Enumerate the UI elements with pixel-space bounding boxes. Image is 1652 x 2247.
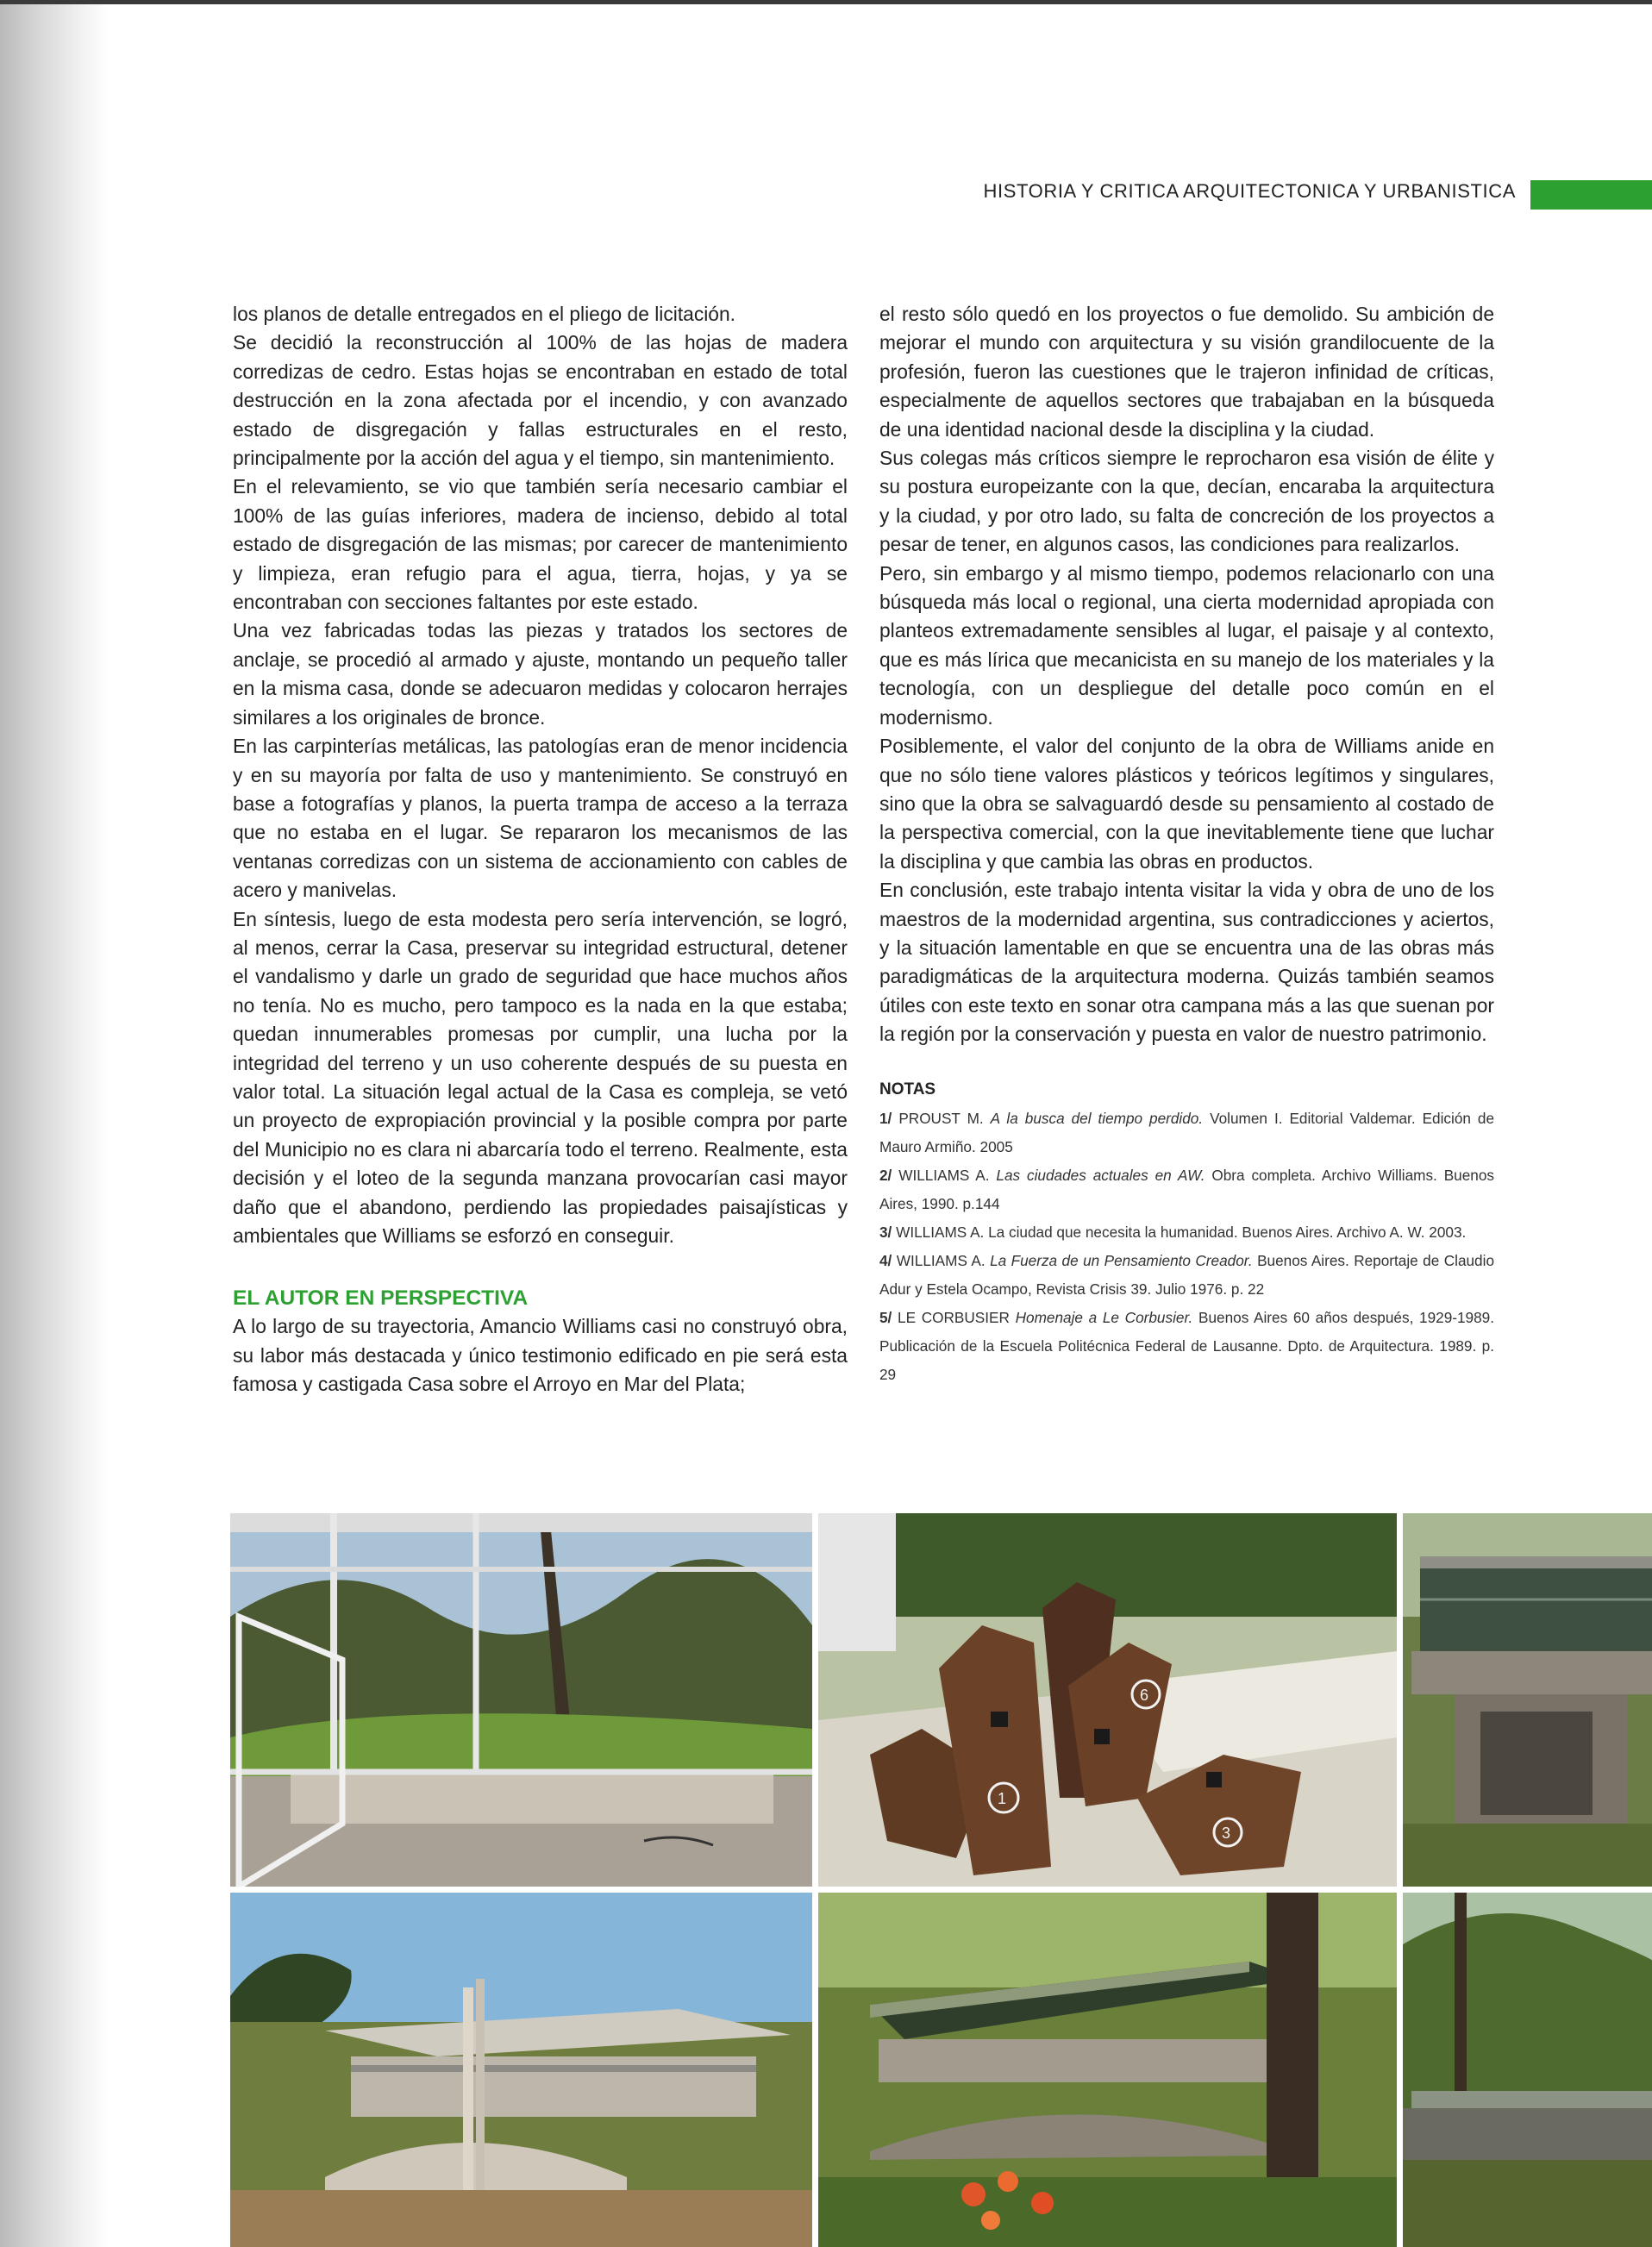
footnote-number: 3/ <box>879 1223 892 1241</box>
photo-interior-windows <box>230 1513 812 1887</box>
notes-section <box>879 1075 1494 1389</box>
footnote: 5/ LE CORBUSIER Homenaje a Le Corbusier. Buenos Aires 60 años después, 1929-1989. Publicación de la Escuela Politécnica Federal de Lausanne. Dpto. de Arquitectura. 1989. p. 29 <box>879 1308 1494 1383</box>
notes-heading: NOTAS <box>879 1080 936 1098</box>
paragraph: A lo largo de su trayectoria, Amancio Williams casi no construyó obra, su labor más destacada y único testimonio edificado en pie será esta famosa y castigada Casa sobre el Arroyo en Mar del Plata; <box>233 1315 848 1396</box>
section-header: HISTORIA Y CRITICA ARQUITECTONICA Y URBANISTICA <box>983 180 1516 202</box>
footnote-number: 4/ <box>879 1251 892 1269</box>
piece-number: 1 <box>998 1790 1007 1807</box>
footnote: 2/ WILLIAMS A. Las ciudades actuales en AW. Obra completa. Archivo Williams. Buenos Aires, 1990. p.144 <box>879 1166 1494 1212</box>
piece-number: 3 <box>1222 1825 1231 1842</box>
paragraph: Pero, sin embargo y al mismo tiempo, podemos relacionarlo con una búsqueda más local o regional, una cierta modernidad apropiada con planteos extremadamente sensibles al lugar, el paisaje y al contexto, que es más lírica que mecanicista en su manejo de los materiales y la tecnología, con un despliegue del detalle poco común en el modernismo. <box>879 561 1494 729</box>
footnote: 3/ WILLIAMS A. La ciudad que necesita la humanidad. Buenos Aires. Archivo A. W. 2003. <box>879 1223 1467 1241</box>
footnote-number: 5/ <box>879 1308 892 1326</box>
right-column <box>879 300 1494 1389</box>
top-edge-line <box>0 0 1652 4</box>
header-accent-bar <box>1530 180 1652 210</box>
paragraph: Se decidió la reconstrucción al 100% de las hojas de madera corredizas de cedro. Estas hojas se encontraban en estado de total destrucción en la zona afectada por el incendio, y con avanzado estado de disgregación y fallas estructurales en el resto, principalmente por la acción del agua y el tiempo, sin mantenimiento. <box>233 331 848 470</box>
left-column <box>233 300 848 1399</box>
paragraph: el resto sólo quedó en los proyectos o fue demolido. Su ambición de mejorar el mundo con arquitectura y su visión grandilocuente de la profesión, fueron las cuestiones que le trajeron infinidad de críticas, especialmente de aquellos sectores que trabajaban en la búsqueda de una identidad nacional desde la disciplina y la ciudad. <box>879 303 1494 441</box>
paragraph: En conclusión, este trabajo intenta visitar la vida y obra de uno de los maestros de la modernidad argentina, sus contradicciones y aciertos, y la situación lamentable en que se encuentra una de las obras más paradigmáticas de la arquitectura moderna. Quizás también seamos útiles con este texto en sonar otra campana más a las que suenan por la región por la conservación y puesta en valor de nuestro patrimonio. <box>879 879 1494 1046</box>
photo-bridge-house-left <box>230 1893 812 2247</box>
section-heading: EL AUTOR EN PERSPECTIVA <box>233 1286 529 1311</box>
photo-house-glass-band <box>818 1893 1397 2247</box>
footnote-number: 2/ <box>879 1166 892 1184</box>
footnote-number: 1/ <box>879 1109 892 1127</box>
paragraph: En el relevamiento, se vio que también sería necesario cambiar el 100% de las guías inferiores, madera de incienso, debido al total estado de disgregación de las mismas; por carecer de mantenimiento y limpieza, eran refugio para el agua, tierra, hojas, y ya se encontraban con secciones faltantes por este estado. <box>233 475 848 614</box>
photo-wooden-pieces <box>818 1513 1397 1887</box>
paragraph: los planos de detalle entregados en el pliego de licitación. <box>233 303 735 325</box>
paragraph: En síntesis, luego de esta modesta pero sería intervención, se logró, al menos, cerrar la Casa, preservar su integridad estructural, detener el vandalismo y darle un grado de seguridad que hace muchos años no tenía. No es mucho, pero tampoco es la nada en la que estaba; quedan innumerables promesas por cumplir, una lucha por la integridad del terreno y un uso coherente después de su puesta en valor total. La situación legal actual de la Casa es compleja, se vetó un proyecto de expropiación provincial y la posible compra por parte del Municipio no es clara ni abarcaría todo el terreno. Realmente, esta decisión y el loteo de la segunda manzana provocarían casi mayor daño que el abandono, perdiendo las propiedades paisajísticas y ambientales que Williams se esforzó en conseguir. <box>233 907 848 1247</box>
piece-number: 6 <box>1140 1687 1149 1704</box>
footnote: 1/ PROUST M. A la busca del tiempo perdido. Volumen I. Editorial Valdemar. Edición de Mauro Armiño. 2005 <box>879 1109 1495 1155</box>
page-binding-shadow <box>0 0 108 2247</box>
paragraph: Una vez fabricadas todas las piezas y tratados los sectores de anclaje, se procedió al armado y ajuste, montando un pequeño taller en la misma casa, donde se adecuaron medidas y colocaron herrajes similares a los originales de bronce. <box>233 619 848 729</box>
paragraph: Sus colegas más críticos siempre le reprocharon esa visión de élite y su postura europeizante con la que, decían, encaraba la arquitectura y la ciudad, y por otro lado, su falta de concreción de los proyectos a pesar de tener, en algunos casos, las condiciones para realizarlos. <box>879 447 1494 556</box>
photo-house-facade <box>1403 1513 1652 1887</box>
photo-house-trees <box>1403 1893 1652 2247</box>
footnote: 4/ WILLIAMS A. La Fuerza de un Pensamiento Creador. Buenos Aires. Reportaje de Claudio Adur y Estela Ocampo, Revista Crisis 39. Julio 1976. p. 22 <box>879 1251 1494 1298</box>
paragraph: En las carpinterías metálicas, las patologías eran de menor incidencia y en su mayoría por falta de uso y mantenimiento. Se construyó en base a fotografías y planos, la puerta trampa de acceso a la terraza que no estaba en el lugar. Se repararon los mecanismos de las ventanas corredizas con un sistema de accionamiento con cables de acero y manivelas. <box>233 735 848 902</box>
paragraph: Posiblemente, el valor del conjunto de la obra de Williams anide en que no sólo tiene valores plásticos y teóricos legítimos y singulares, sino que la obra se salvaguardó desde su pensamiento al costado de la perspectiva comercial, con la que inevitablemente tiene que luchar la disciplina y que cambia las obras en productos. <box>879 735 1494 873</box>
